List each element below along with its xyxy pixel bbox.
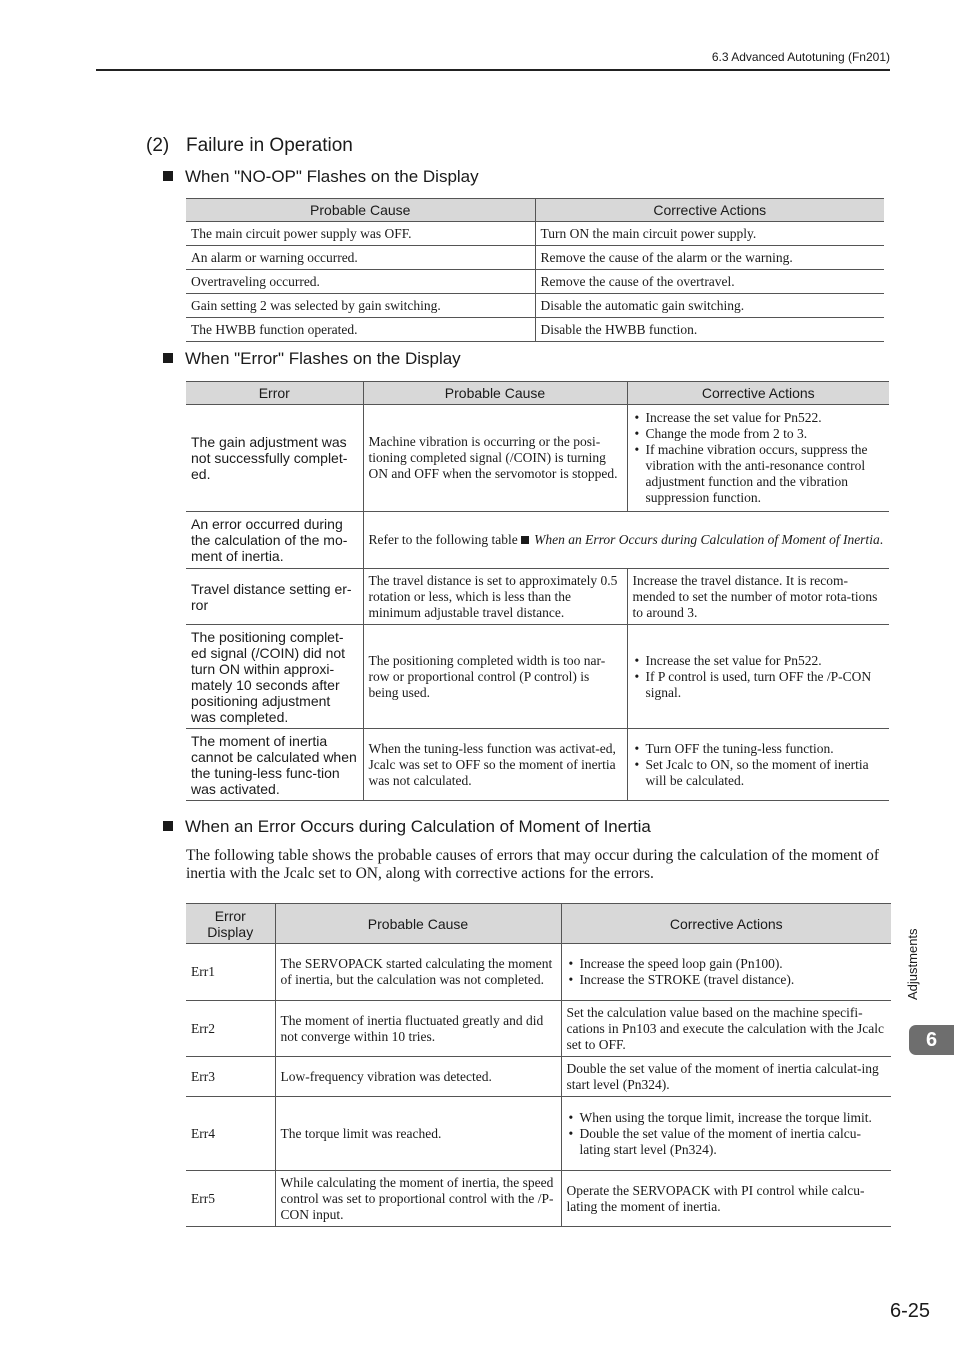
error-code-cell: Err2	[186, 1001, 275, 1057]
square-bullet-icon	[163, 821, 173, 831]
inertia-intro: The following table shows the probable causes of errors that may occur during the calculation of the moment of inertia with the Jcalc set to ON, along with corrective actions for the errors.	[186, 847, 879, 882]
error-heading	[163, 349, 461, 369]
action-item: • Increase the speed loop gain (Pn100).	[567, 956, 887, 972]
error-cell: The gain adjustment was not successfully complet-ed.	[186, 405, 363, 512]
action-cell: Operate the SERVOPACK with PI control while calcu-lating the moment of inertia.	[561, 1171, 891, 1227]
action-item: • If machine vibration occurs, suppress the vibration with the anti-resonance control adjustment function and the vibration suppression function.	[633, 442, 885, 506]
table-row	[186, 1001, 891, 1057]
column-header: Error	[186, 382, 363, 405]
cause-cell: The main circuit power supply was OFF.	[186, 222, 535, 246]
table-row	[186, 405, 889, 512]
header-rule	[96, 69, 890, 71]
table-row	[186, 1057, 891, 1097]
table-row	[186, 944, 891, 1001]
cause-cell: While calculating the moment of inertia, the speed control was set to proportional control with the /P-CON input.	[275, 1171, 561, 1227]
table-row	[186, 569, 889, 625]
action-item: • Increase the set value for Pn522.	[633, 653, 885, 669]
error-code-cell: Err3	[186, 1057, 275, 1097]
error-table	[186, 381, 889, 801]
noop-heading	[163, 167, 479, 187]
action-list	[633, 410, 885, 506]
table-header-row	[186, 199, 884, 222]
action-item: • Double the set value of the moment of inertia calcu-lating start level (Pn324).	[567, 1126, 887, 1158]
action-cell: Increase the travel distance. It is recom-mended to set the number of motor rota-tions to around 3.	[627, 569, 889, 625]
error-cell: An error occurred during the calculation of the mo-ment of inertia.	[186, 512, 363, 569]
chapter-side-label: Adjustments	[905, 928, 920, 1000]
cause-cell: The moment of inertia fluctuated greatly and did not converge within 10 tries.	[275, 1001, 561, 1057]
column-header: Error Display	[186, 904, 275, 944]
action-cell: Double the set value of the moment of inertia calculat-ing start level (Pn324).	[561, 1057, 891, 1097]
noop-table	[186, 198, 884, 342]
running-header: 6.3 Advanced Autotuning (Fn201)	[711, 50, 890, 64]
action-cell: Set the calculation value based on the machine specifi-cations in Pn103 and execute the calculation with the Jcalc set to OFF.	[561, 1001, 891, 1057]
table-row	[186, 294, 884, 318]
section-title-text: Failure in Operation	[186, 135, 353, 156]
action-cell: Turn ON the main circuit power supply.	[535, 222, 884, 246]
column-header: Corrective Actions	[627, 382, 889, 405]
inertia-heading	[163, 817, 651, 837]
error-code-cell: Err1	[186, 944, 275, 1001]
action-item: • If P control is used, turn OFF the /P-CON signal.	[633, 669, 885, 701]
action-item: • Increase the STROKE (travel distance).	[567, 972, 887, 988]
error-code-cell: Err5	[186, 1171, 275, 1227]
action-cell	[627, 625, 889, 729]
square-bullet-icon	[163, 353, 173, 363]
table-row	[186, 512, 889, 569]
cause-cell: The SERVOPACK started calculating the moment of inertia, but the calculation was not completed.	[275, 944, 561, 1001]
action-item: • Turn OFF the tuning-less function.	[633, 741, 885, 757]
inertia-table	[186, 903, 891, 1227]
error-heading-text: When "Error" Flashes on the Display	[185, 349, 461, 368]
cause-cell: The positioning completed width is too nar-row or proportional control (P control) is being used.	[363, 625, 627, 729]
column-header: Probable Cause	[186, 199, 535, 222]
action-cell	[561, 1097, 891, 1171]
cause-cell: The torque limit was reached.	[275, 1097, 561, 1171]
cause-cell: Low-frequency vibration was detected.	[275, 1057, 561, 1097]
section-number: (2)	[146, 135, 170, 156]
error-cell: The positioning complet-ed signal (/COIN) did not turn ON within approxi-mately 10 seconds after positioning adjustment was completed.	[186, 625, 363, 729]
reference-text: Refer to the following table	[368, 532, 522, 547]
table-header-row	[186, 382, 889, 405]
column-header: Corrective Actions	[535, 199, 884, 222]
table-row	[186, 318, 884, 342]
reference-suffix: .	[879, 532, 884, 547]
action-cell: Disable the HWBB function.	[535, 318, 884, 342]
square-bullet-icon	[163, 171, 173, 181]
reference-cell	[363, 512, 889, 569]
table-row	[186, 270, 884, 294]
action-item: • Set Jcalc to ON, so the moment of inertia will be calculated.	[633, 757, 885, 789]
cause-cell: Machine vibration is occurring or the posi-tioning completed signal (/COIN) is turning ON and OFF when the servomotor is stopped.	[363, 405, 627, 512]
action-list	[633, 741, 885, 789]
column-header: Corrective Actions	[561, 904, 891, 944]
action-list	[567, 1110, 887, 1158]
cause-cell: Gain setting 2 was selected by gain switching.	[186, 294, 535, 318]
action-cell	[627, 405, 889, 512]
column-header: Probable Cause	[275, 904, 561, 944]
error-cell: The moment of inertia cannot be calculated when the tuning-less func-tion was activated.	[186, 729, 363, 801]
action-list	[633, 653, 885, 701]
cause-cell: Overtraveling occurred.	[186, 270, 535, 294]
table-header-row	[186, 904, 891, 944]
noop-heading-text: When "NO-OP" Flashes on the Display	[185, 167, 479, 186]
action-cell: Remove the cause of the overtravel.	[535, 270, 884, 294]
cause-cell: The travel distance is set to approximately 0.5 rotation or less, which is less than the minimum adjustable travel distance.	[363, 569, 627, 625]
error-code-cell: Err4	[186, 1097, 275, 1171]
action-item: • When using the torque limit, increase the torque limit.	[567, 1110, 887, 1126]
action-cell: Remove the cause of the alarm or the warning.	[535, 246, 884, 270]
column-header: Probable Cause	[363, 382, 627, 405]
cause-cell: When the tuning-less function was activat-ed, Jcalc was set to OFF so the moment of inertia was not calculated.	[363, 729, 627, 801]
action-cell: Disable the automatic gain switching.	[535, 294, 884, 318]
action-cell	[561, 944, 891, 1001]
page-number: 6-25	[889, 1300, 930, 1322]
table-row	[186, 1097, 891, 1171]
error-cell: Travel distance setting er-ror	[186, 569, 363, 625]
chapter-tab: 6	[909, 1025, 954, 1055]
section-title	[146, 135, 353, 157]
square-bullet-icon	[521, 536, 529, 544]
action-item: • Change the mode from 2 to 3.	[633, 426, 885, 442]
table-row	[186, 222, 884, 246]
inertia-heading-text: When an Error Occurs during Calculation of Moment of Inertia	[185, 817, 651, 836]
cause-cell: The HWBB function operated.	[186, 318, 535, 342]
table-row	[186, 246, 884, 270]
table-row	[186, 729, 889, 801]
action-cell	[627, 729, 889, 801]
table-row	[186, 625, 889, 729]
action-item: • Increase the set value for Pn522.	[633, 410, 885, 426]
cause-cell: An alarm or warning occurred.	[186, 246, 535, 270]
reference-link-text: When an Error Occurs during Calculation of Moment of Inertia	[534, 532, 880, 547]
action-list	[567, 956, 887, 988]
table-row	[186, 1171, 891, 1227]
